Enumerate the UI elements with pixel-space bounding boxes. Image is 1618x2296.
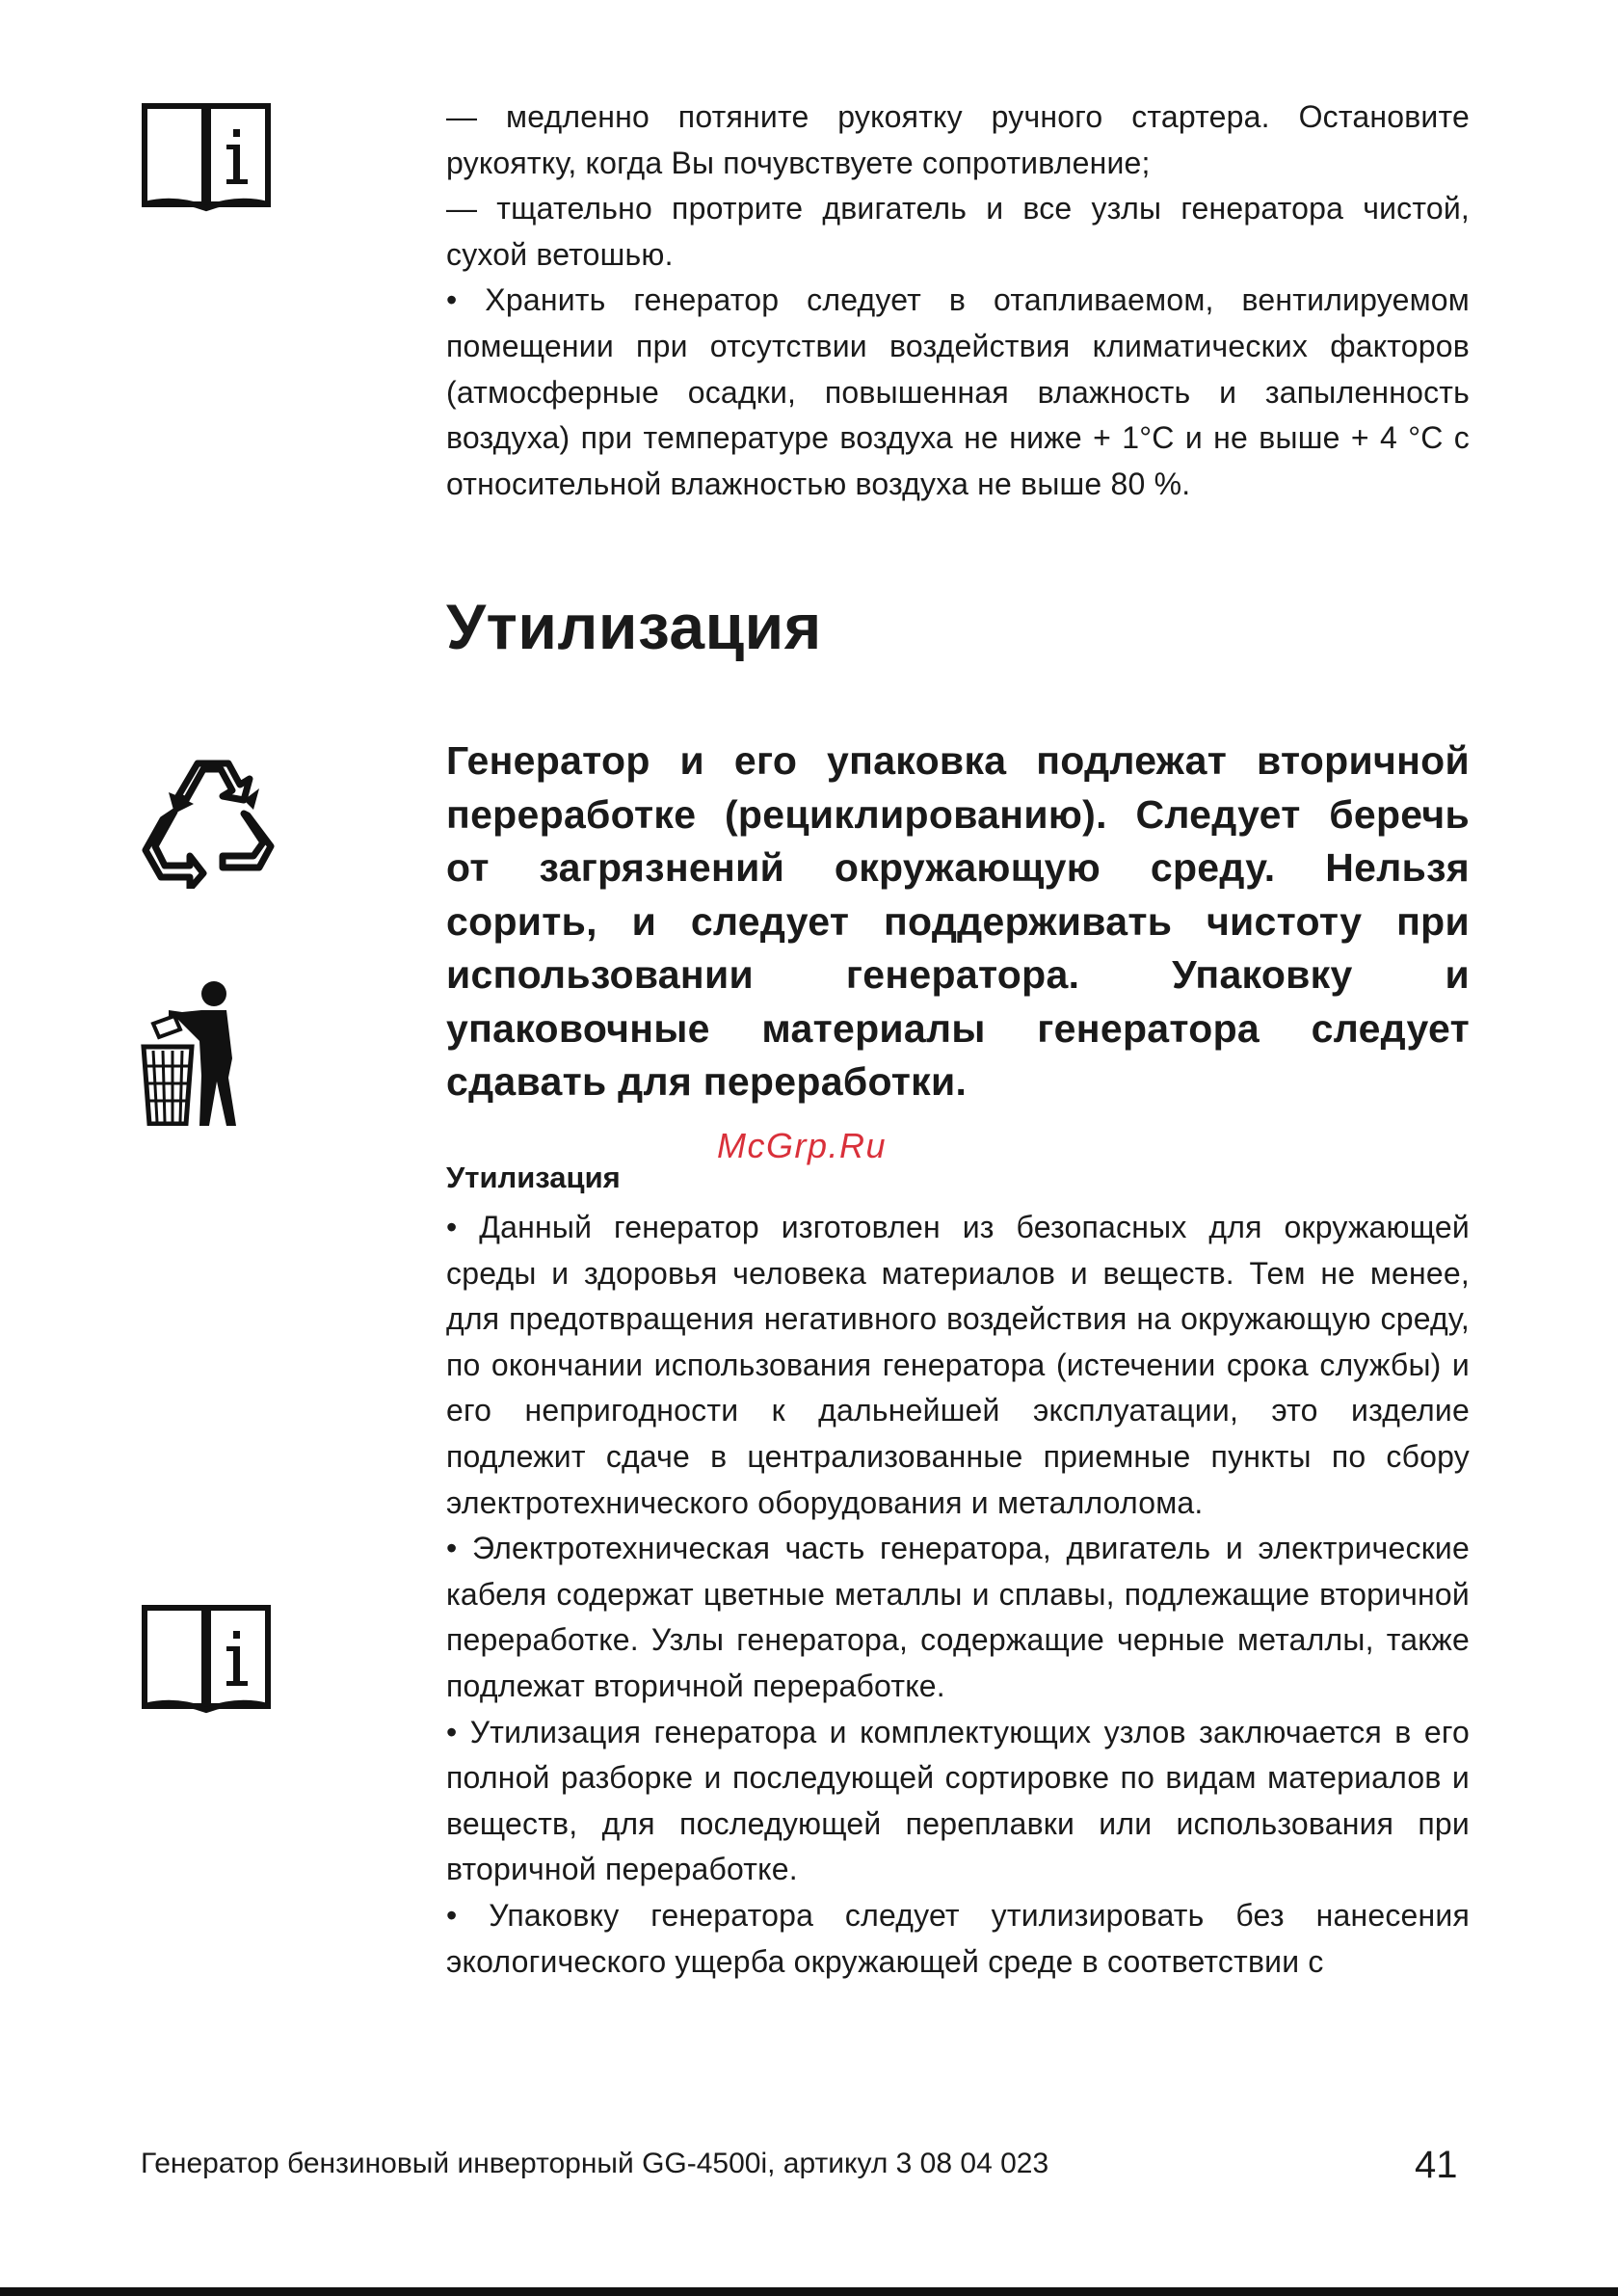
info-book-icon <box>141 100 272 212</box>
info-book-icon <box>141 1602 272 1714</box>
recycle-icon <box>140 754 280 889</box>
recycling-notice-text: Генератор и его упаковка подлежат вторичной переработке (рециклированию). Следует беречь от загрязнений окружающую среду. Нельзя сорить, и следует поддерживать чистоту при использовании генератора. Упаковку и упаковочные материалы генератора следует сдавать для переработки. <box>446 738 1470 1104</box>
recycling-notice <box>446 734 1470 1109</box>
tidy-man-icon <box>140 981 248 1126</box>
storage-line: • Хранить генератор следует в отапливаемом, вентилируемом помещении при отсутствии воздействия климатических факторов (атмосферные осадки, повышенная влажность и запыленность воздуха) при температуре воздуха не ниже + 1°С и не выше + 4 °С с относительной влажностью воздуха не выше 80 %. <box>446 282 1470 501</box>
storage-instructions <box>446 94 1470 507</box>
disposal-paragraph: • Электротехническая часть генератора, двигатель и электрические кабеля содержат цветные металлы и сплавы, подлежащие вторичной переработке. Узлы генератора, содержащие черные металлы, также подлежат вторичной переработке. <box>446 1531 1470 1703</box>
footer-text: Генератор бензиновый инверторный GG-4500i, артикул 3 08 04 023 <box>141 2148 1049 2179</box>
page-number: 41 <box>1415 2144 1458 2186</box>
storage-line: — тщательно протрите двигатель и все узлы генератора чистой, сухой ветошью. <box>446 191 1470 272</box>
bottom-rule <box>0 2287 1618 2296</box>
disposal-paragraph: • Упаковку генератора следует утилизировать без нанесения экологического ущерба окружающей среде в соответствии с <box>446 1897 1470 1979</box>
disposal-paragraph: • Данный генератор изготовлен из безопасных для окружающей среды и здоровья человека материалов и веществ. Тем не менее, для предотвращения негативного воздействия на окружающую среду, по окончании использования генератора (истечении срока службы) и его непригодности к дальнейшей эксплуатации, это изделие подлежит сдаче в централизованные приемные пункты по сбору электротехнического оборудования и металлолома. <box>446 1210 1470 1520</box>
disposal-paragraph: • Утилизация генератора и комплектующих узлов заключается в его полной разборке и последующей сортировке по видам материалов и веществ, для последующей переплавки или использования при вторичной переработке. <box>446 1714 1470 1887</box>
subsection-heading: Утилизация <box>446 1161 621 1194</box>
disposal-instructions <box>446 1205 1470 1985</box>
storage-line: — медленно потяните рукоятку ручного стартера. Остановите рукоятку, когда Вы почувствуете сопротивление; <box>446 99 1470 180</box>
section-title: Утилизация <box>446 591 822 662</box>
watermark: McGrp.Ru <box>717 1126 888 1165</box>
